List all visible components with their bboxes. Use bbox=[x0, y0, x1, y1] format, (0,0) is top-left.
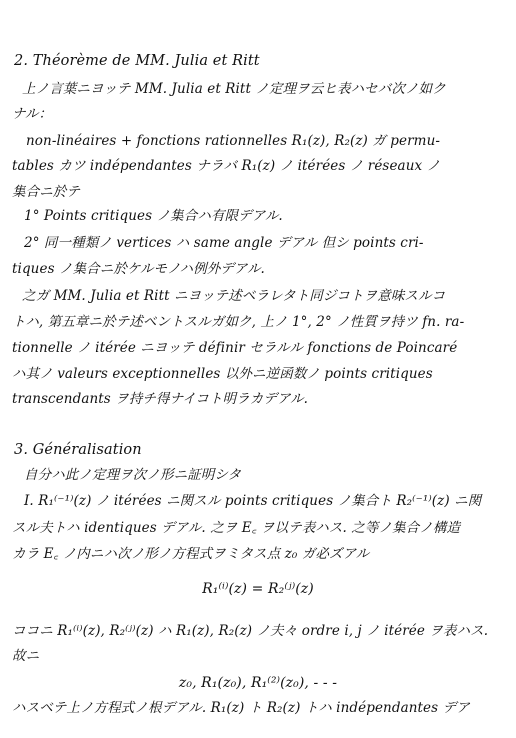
equation: R₁⁽ⁱ⁾(z) = R₂⁽ʲ⁾(z) bbox=[202, 581, 314, 597]
text-line: トハ, 第五章ニ於テ述ベントスルガ如ク, 上ノ 1°, 2° ノ性質ヲ持ツ fn. ra- bbox=[12, 314, 465, 330]
sequence-formula: z₀, R₁(z₀), R₁⁽²⁾(z₀), - - - bbox=[178, 675, 338, 691]
text-line: スル夫トハ identiques デアル. 之ヲ E꜀ ヲ以テ表ハス. 之等ノ集合ノ構造 bbox=[12, 520, 461, 536]
text-line: tables カツ indépendantes ナラバ R₁(z) ノ itérées ノ réseaux ノ bbox=[12, 158, 441, 174]
text-line: 2° 同一種類ノ vertices ハ same angle デアル 但シ points cri- bbox=[24, 235, 424, 251]
text-line: ナル： bbox=[12, 106, 53, 122]
text-line: 集合ニ於テ bbox=[12, 184, 80, 200]
text-line: 故ニ bbox=[12, 648, 40, 664]
text-line: tionnelle ノ itérée ニヨッテ définir セラルル fonctions de Poincaré bbox=[12, 340, 458, 356]
text-line: 上ノ言葉ニヨッテ MM. Julia et Ritt ノ定理ヲ云ヒ表ハセバ次ノ如ク bbox=[22, 81, 446, 97]
text-line: 之ガ MM. Julia et Ritt ニヨッテ述ベラレタト同ジコトヲ意味スルコ bbox=[22, 288, 446, 304]
text-line: tiques ノ集合ニ於ケルモノハ例外デアル. bbox=[12, 261, 265, 277]
section-3-heading: 3. Généralisation bbox=[14, 442, 142, 458]
text-line: カラ E꜀ ノ内ニハ次ノ形ノ方程式ヲミタス点 z₀ ガ必ズアル bbox=[12, 546, 370, 562]
section-2-heading: 2. Théorème de MM. Julia et Ritt bbox=[14, 53, 260, 69]
text-line: transcendants ヲ持チ得ナイコト明ラカデアル. bbox=[12, 391, 308, 407]
text-line: non-linéaires + fonctions rationnelles R₁(z), R₂(z) ガ permu- bbox=[26, 133, 441, 149]
text-line: 1° Points critiques ノ集合ハ有限デアル. bbox=[24, 208, 283, 224]
text-line: 自分ハ此ノ定理ヲ次ノ形ニ証明シタ bbox=[24, 467, 242, 483]
text-line: ココニ R₁⁽ⁱ⁾(z), R₂⁽ʲ⁾(z) ハ R₁(z), R₂(z) ノ夫々 ordre i, j ノ itérée ヲ表ハス. bbox=[12, 623, 489, 639]
text-line: ハ其ノ valeurs exceptionnelles 以外ニ逆函数ノ points critiques bbox=[12, 366, 433, 382]
text-line: ハスベテ上ノ方程式ノ根デアル. R₁(z) ト R₂(z) トハ indépendantes デア bbox=[12, 700, 470, 716]
text-line: I. R₁⁽⁻¹⁾(z) ノ itérées ニ関スル points critiques ノ集合ト R₂⁽⁻¹⁾(z) ニ関 bbox=[24, 493, 482, 509]
